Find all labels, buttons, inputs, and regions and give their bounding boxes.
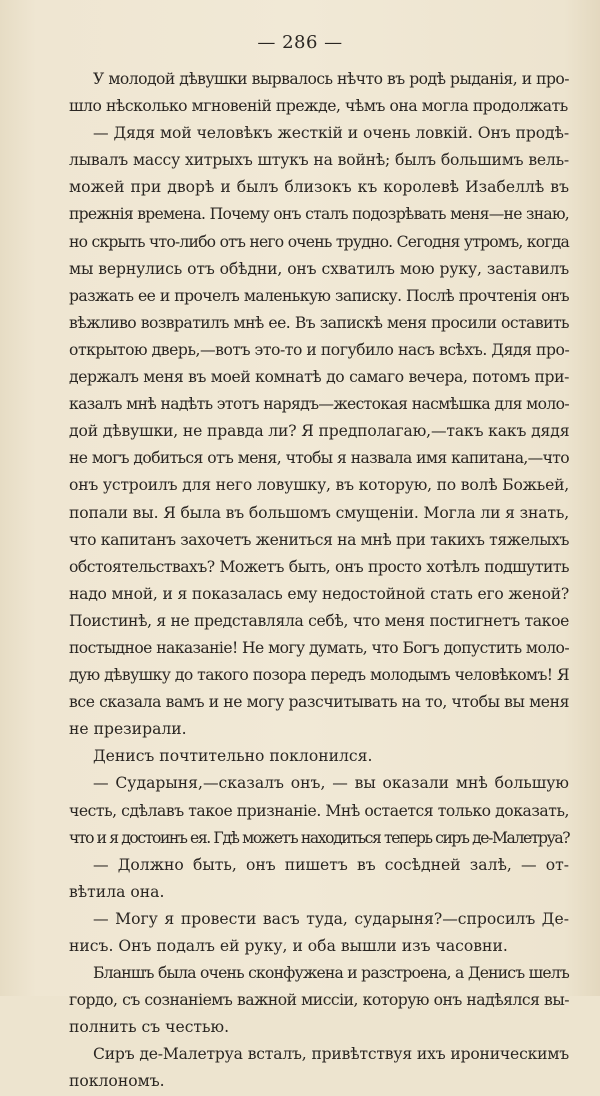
text-line: нисъ. Онъ подалъ ей руку, и оба вышли изъ часовни.: [69, 937, 508, 955]
text-line: разжать ее и прочелъ маленькую записку. Послѣ прочтенія онъ: [69, 286, 569, 305]
text-line: что капитанъ захочетъ жениться на мнѣ при такихъ тяжелыхъ: [69, 530, 569, 549]
text-line: поклономъ.: [69, 1072, 165, 1091]
page-number: — 286 —: [257, 32, 343, 53]
text-line: держалъ меня въ моей комнатѣ до самаго вечера, потомъ при-: [69, 368, 569, 387]
text-line: казалъ мнѣ надѣть этотъ нарядъ—жестокая насмѣшка для моло-: [69, 395, 569, 414]
text-line: дой дѣвушки, не правда ли? Я предполагаю,—такъ какъ дядя: [69, 422, 570, 441]
text-line: но скрыть что-либо отъ него очень трудно. Сегодня утромъ, когда: [69, 232, 569, 251]
text-line: вѣжливо возвратилъ мнѣ ее. Въ запискѣ меня просили оставить: [69, 313, 569, 332]
body-text: [69, 66, 569, 1096]
text-line: обстоятельствахъ? Можетъ быть, онъ просто хотѣлъ подшутить: [69, 557, 569, 576]
text-line: постыдное наказаніе! Не могу думать, что Богъ допустить моло-: [69, 638, 569, 657]
text-line: не могъ добиться отъ меня, чтобы я назвала имя капитана,—что: [69, 449, 569, 468]
text-line: — Должно быть, онъ пишетъ въ сосѣдней залѣ, — от-: [93, 855, 569, 874]
text-line: открытою дверь,—вотъ это-то и погубило насъ всѣхъ. Дядя про-: [69, 340, 570, 359]
text-line: гордо, съ сознаніемъ важной миссіи, которую онъ надѣялся вы-: [69, 991, 569, 1010]
text-line: Денисъ почтительно поклонился.: [93, 747, 373, 766]
text-line: попали вы. Я была въ большомъ смущеніи. Могла ли я знать,: [69, 503, 569, 522]
text-line: надо мной, и я показалась ему недостойной стать его женой?: [69, 584, 569, 603]
text-line: что и я достоинъ ея. Гдѣ можетъ находиться теперь сиръ де-Малетруа?: [69, 828, 570, 847]
text-line: дую дѣвушку до такого позора передъ молодымъ человѣкомъ! Я: [69, 666, 569, 685]
text-line: Бланшъ была очень сконфужена и разстроена, а Денисъ шелъ: [93, 964, 569, 983]
text-line: У молодой дѣвушки вырвалось нѣчто въ родѣ рыданія, и про-: [93, 70, 569, 88]
text-line: лывалъ массу хитрыхъ штукъ на войнѣ; былъ большимъ вель-: [69, 151, 569, 170]
text-line: не презирали.: [69, 720, 187, 739]
text-line: онъ устроилъ для него ловушку, въ которую, по волѣ Божьей,: [69, 476, 570, 495]
text-line: — Могу я провести васъ туда, сударыня?—спросилъ Де-: [93, 909, 569, 928]
text-line: честь, сдѣлавъ такое признаніе. Мнѣ остается только доказать,: [69, 801, 569, 820]
text-line: мы вернулись отъ обѣдни, онъ схватилъ мою руку, заставилъ: [69, 259, 569, 278]
text-line: Сиръ де-Малетруа всталъ, привѣтствуя ихъ ироническимъ: [93, 1045, 569, 1064]
text-line: полнить съ честью.: [69, 1018, 230, 1037]
text-line: шло нѣсколько мгновеній прежде, чѣмъ она могла продолжать: [69, 97, 568, 116]
text-line: можей при дворѣ и былъ близокъ къ королевѣ Изабеллѣ въ: [69, 178, 569, 197]
text-line: все сказала вамъ и не могу разсчитывать на то, чтобы вы меня: [69, 693, 570, 712]
text-line: Поистинѣ, я не представляла себѣ, что меня постигнетъ такое: [69, 611, 569, 630]
text-line: — Дядя мой человѣкъ жесткій и очень ловкій. Онъ продѣ-: [93, 124, 569, 143]
text-line: — Сударыня,—сказалъ онъ, — вы оказали мнѣ большую: [93, 774, 569, 793]
text-line: вѣтила она.: [69, 882, 165, 901]
text-line: прежнія времена. Почему онъ сталъ подозрѣвать меня—не знаю,: [69, 205, 569, 224]
